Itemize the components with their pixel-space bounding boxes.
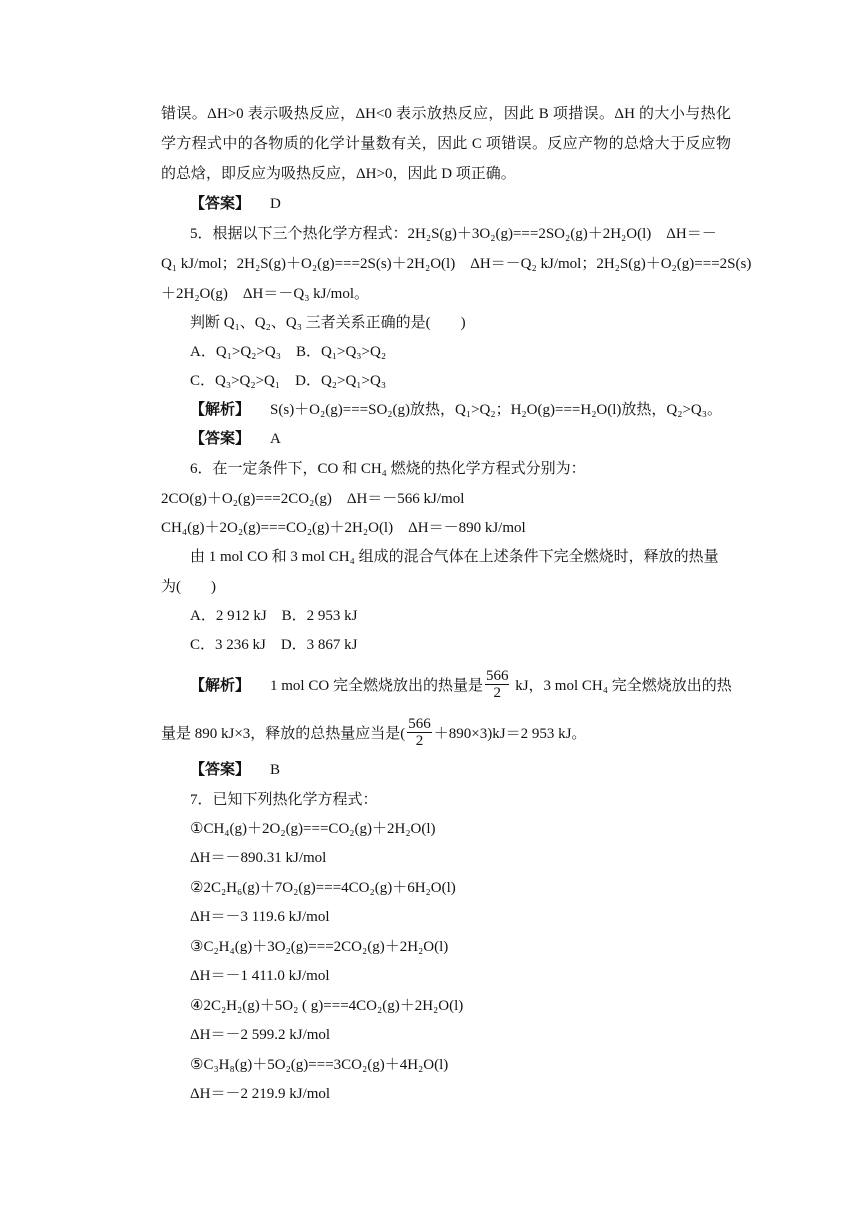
enthalpy-line: ΔH＝－890.31 kJ/mol	[190, 850, 327, 866]
question-5-options-cd: C．Q₃>Q₂>Q₁ D．Q₂>Q₁>Q₃	[190, 373, 387, 389]
question-5-options-ab: A．Q₁>Q₂>Q₃ B．Q₁>Q₃>Q₂	[190, 344, 387, 360]
answer-tag: 【答案】	[190, 762, 251, 778]
enthalpy-line: ΔH＝－1 411.0 kJ/mol	[190, 968, 330, 984]
equation-line: ④2C₂H₂(g)＋5O₂ ( g)===4CO₂(g)＋2H₂O(l)	[190, 998, 464, 1014]
answer-value: B	[270, 762, 281, 778]
text-line: 错误。ΔH>0 表示吸热反应，ΔH<0 表示放热反应，因此 B 项措误。ΔH 的大小与热化	[161, 106, 731, 122]
analysis-text: 1 mol CO 完全燃烧放出的热量是	[270, 677, 483, 694]
enthalpy-line: ΔH＝－2 599.2 kJ/mol	[190, 1027, 331, 1043]
analysis-line	[161, 718, 586, 751]
answer-line	[190, 760, 280, 780]
text-line: 的总焓，即反应为吸热反应，ΔH>0，因此 D 项正确。	[161, 166, 516, 182]
fraction-numerator: 566	[408, 716, 431, 732]
equation-line: ③C₂H₄(g)＋3O₂(g)===2CO₂(g)＋2H₂O(l)	[190, 939, 449, 955]
question-5-stem: Q₁ kJ/mol；2H₂S(g)＋O₂(g)===2S(s)＋2H₂O(l) ΔH＝－Q₂ kJ/mol；2H₂S(g)＋O₂(g)===2S(s)	[161, 256, 752, 272]
question-7-stem: 7．已知下列热化学方程式：	[190, 792, 378, 808]
fraction-denominator: 2	[415, 733, 424, 749]
equation-line: 2CO(g)＋O₂(g)===2CO₂(g) ΔH＝－566 kJ/mol	[161, 491, 465, 507]
fraction	[485, 668, 510, 701]
analysis-text: kJ，3 mol CH₄ 完全燃烧放出的热	[511, 677, 732, 694]
question-6-options-cd: C．3 236 kJ D．3 867 kJ	[190, 637, 358, 653]
equation-line: CH₄(g)＋2O₂(g)===CO₂(g)＋2H₂O(l) ΔH＝－890 kJ/mol	[161, 520, 526, 536]
answer-line	[190, 194, 281, 214]
analysis-text: S(s)＋O₂(g)===SO₂(g)放热，Q₁>Q₂；H₂O(g)===H₂O(l)放热，Q₂>Q₃。	[270, 402, 722, 418]
equation-line: ⑤C₃H₈(g)＋5O₂(g)===3CO₂(g)＋4H₂O(l)	[190, 1057, 449, 1073]
question-5-prompt: 判断 Q₁、Q₂、Q₃ 三者关系正确的是( )	[190, 315, 466, 331]
answer-tag: 【答案】	[190, 196, 251, 212]
analysis-tag: 【解析】	[190, 402, 251, 418]
fraction-denominator: 2	[493, 685, 501, 701]
answer-line	[190, 429, 281, 449]
analysis-text: ＋890×3)kJ＝2 953 kJ。	[433, 725, 587, 742]
text-line: 学方程式中的各物质的化学计量数有关，因此 C 项错误。反应产物的总焓大于反应物	[161, 136, 731, 152]
question-6-stem: 为( )	[161, 579, 216, 595]
answer-value: D	[270, 196, 281, 212]
question-5-stem: ＋2H₂O(g) ΔH＝－Q₃ kJ/mol。	[161, 286, 370, 302]
question-6-stem: 6．在一定条件下，CO 和 CH₄ 燃烧的热化学方程式分别为：	[190, 461, 586, 477]
analysis-text: 量是 890 kJ×3，释放的总热量应当是(	[161, 725, 406, 742]
question-5-stem: 5．根据以下三个热化学方程式：2H₂S(g)＋3O₂(g)===2SO₂(g)＋2H₂O(l) ΔH＝－	[190, 226, 717, 242]
answer-tag: 【答案】	[190, 431, 251, 447]
analysis-line	[190, 670, 732, 703]
enthalpy-line: ΔH＝－2 219.9 kJ/mol	[190, 1086, 331, 1102]
enthalpy-line: ΔH＝－3 119.6 kJ/mol	[190, 909, 330, 925]
equation-line: ①CH₄(g)＋2O₂(g)===CO₂(g)＋2H₂O(l)	[190, 821, 436, 837]
question-6-stem: 由 1 mol CO 和 3 mol CH₄ 组成的混合气体在上述条件下完全燃烧时，释放的热量	[190, 549, 719, 565]
analysis-line	[190, 400, 722, 420]
fraction	[407, 716, 432, 749]
equation-line: ②2C₂H₆(g)＋7O₂(g)===4CO₂(g)＋6H₂O(l)	[190, 880, 456, 896]
analysis-tag: 【解析】	[190, 677, 251, 694]
question-6-options-ab: A．2 912 kJ B．2 953 kJ	[190, 608, 358, 624]
fraction-numerator: 566	[485, 668, 509, 684]
answer-value: A	[270, 431, 281, 447]
